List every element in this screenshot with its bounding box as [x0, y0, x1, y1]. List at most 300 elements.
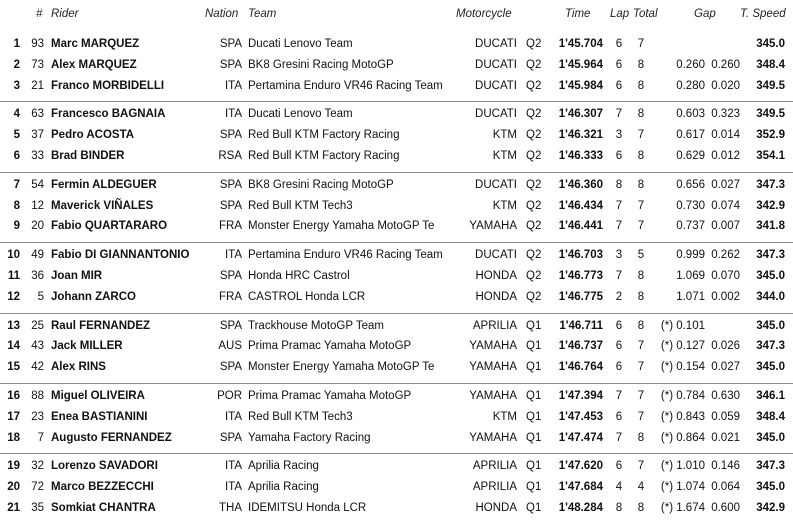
- cell-pos: 20: [7, 481, 20, 494]
- cell-speed: 348.4: [756, 410, 785, 423]
- cell-total: 8: [637, 431, 645, 444]
- cell-total: 4: [637, 481, 645, 494]
- cell-nation: FRA: [219, 220, 242, 233]
- cell-total: 8: [637, 319, 645, 332]
- cell-rider: Raul FERNANDEZ: [51, 319, 151, 332]
- cell-total: 7: [637, 390, 645, 402]
- cell-pos: 3: [13, 79, 20, 92]
- cell-speed: 345.0: [756, 481, 785, 494]
- table-row: [0, 267, 793, 288]
- header-total: Total: [633, 8, 658, 20]
- cell-pos: 9: [13, 220, 20, 233]
- cell-lap: 4: [615, 481, 623, 494]
- cell-pos: 8: [13, 199, 20, 212]
- cell-total: 8: [637, 108, 645, 121]
- cell-lap: 3: [615, 249, 623, 262]
- cell-time: 1'47.453: [558, 410, 603, 423]
- cell-time: 1'46.773: [558, 270, 603, 282]
- cell-speed: 348.4: [756, 58, 785, 71]
- cell-pos: 19: [7, 460, 20, 473]
- table-row: [0, 288, 793, 309]
- cell-pos: 15: [7, 361, 20, 374]
- cell-moto: KTM: [492, 150, 517, 162]
- cell-q: Q1: [526, 431, 542, 444]
- cell-pos: 17: [7, 410, 20, 423]
- cell-gap1: 0.999: [676, 249, 705, 262]
- table-row: [0, 387, 793, 408]
- cell-nation: FRA: [219, 290, 242, 303]
- cell-gap1: 1.071: [676, 290, 705, 303]
- cell-pos: 16: [7, 390, 20, 402]
- cell-total: 7: [637, 220, 645, 233]
- cell-pos: 1: [13, 38, 20, 50]
- cell-lap: 7: [615, 431, 623, 444]
- cell-time: 1'46.764: [558, 361, 603, 374]
- cell-gap2: 0.600: [711, 502, 740, 514]
- cell-gap1: 0.603: [676, 108, 705, 121]
- cell-gap1: 0.730: [676, 199, 705, 212]
- header-top-speed: T. Speed: [740, 8, 786, 20]
- cell-lap: 6: [615, 361, 623, 374]
- cell-team: Red Bull KTM Factory Racing: [248, 150, 400, 162]
- group-divider: [0, 383, 793, 384]
- table-row: [0, 217, 793, 238]
- cell-num: 42: [31, 361, 44, 374]
- table-row: [0, 246, 793, 267]
- cell-moto: DUCATI: [475, 249, 517, 262]
- cell-q: Q1: [526, 319, 542, 332]
- group-divider: [0, 172, 793, 173]
- cell-team: Prima Pramac Yamaha MotoGP: [248, 340, 412, 353]
- cell-gap1: (*) 0.784: [660, 390, 705, 402]
- cell-nation: SPA: [219, 431, 242, 444]
- cell-team: Prima Pramac Yamaha MotoGP: [248, 390, 412, 402]
- cell-moto: APRILIA: [472, 319, 517, 332]
- cell-lap: 7: [615, 108, 623, 121]
- cell-gap1: (*) 0.864: [660, 431, 705, 444]
- cell-gap2: 0.027: [711, 361, 740, 374]
- cell-speed: 349.5: [756, 79, 785, 92]
- cell-nation: RSA: [218, 150, 242, 162]
- cell-rider: Enea BASTIANINI: [51, 410, 148, 423]
- cell-q: Q1: [526, 481, 542, 494]
- cell-total: 7: [637, 361, 645, 374]
- cell-nation: SPA: [219, 178, 242, 191]
- cell-nation: SPA: [219, 58, 242, 71]
- cell-nation: ITA: [224, 460, 242, 473]
- header-rider: Rider: [51, 8, 79, 20]
- cell-pos: 13: [7, 319, 20, 332]
- cell-speed: 347.3: [756, 178, 785, 191]
- cell-gap2: 0.146: [711, 460, 740, 473]
- cell-speed: 344.0: [756, 290, 785, 303]
- table-row: [0, 499, 793, 520]
- cell-pos: 5: [13, 129, 20, 142]
- cell-team: Red Bull KTM Tech3: [248, 199, 353, 212]
- cell-q: Q2: [526, 79, 542, 92]
- cell-q: Q1: [526, 502, 542, 514]
- table-row: [0, 457, 793, 478]
- cell-nation: AUS: [218, 340, 242, 353]
- cell-moto: YAMAHA: [469, 220, 517, 233]
- cell-nation: SPA: [219, 319, 242, 332]
- cell-rider: Alex MARQUEZ: [51, 58, 137, 71]
- cell-speed: 347.3: [756, 340, 785, 353]
- cell-num: 33: [31, 150, 44, 162]
- cell-lap: 8: [615, 502, 623, 514]
- cell-pos: 2: [13, 58, 20, 71]
- cell-gap1: 0.280: [676, 79, 705, 92]
- cell-moto: KTM: [492, 410, 517, 423]
- cell-lap: 7: [615, 220, 623, 233]
- cell-moto: KTM: [492, 199, 517, 212]
- cell-total: 8: [637, 270, 645, 282]
- cell-gap1: (*) 0.843: [660, 410, 705, 423]
- cell-team: Monster Energy Yamaha MotoGP Te: [248, 361, 435, 374]
- cell-nation: ITA: [224, 249, 242, 262]
- table-row: [0, 147, 793, 168]
- cell-gap2: 0.074: [711, 199, 740, 212]
- cell-nation: SPA: [219, 361, 242, 374]
- cell-time: 1'45.704: [558, 38, 603, 50]
- cell-rider: Somkiat CHANTRA: [51, 502, 156, 514]
- table-row: [0, 77, 793, 98]
- cell-time: 1'46.703: [558, 249, 603, 262]
- cell-num: 63: [31, 108, 44, 121]
- header-time: Time: [565, 8, 591, 20]
- header-lap: Lap: [610, 8, 630, 20]
- cell-time: 1'45.964: [558, 58, 603, 71]
- group-divider: [0, 453, 793, 454]
- cell-time: 1'46.434: [558, 199, 603, 212]
- cell-gap2: 0.059: [711, 410, 740, 423]
- cell-rider: Marc MARQUEZ: [51, 38, 140, 50]
- cell-rider: Joan MIR: [51, 270, 103, 282]
- group-divider: [0, 101, 793, 102]
- cell-q: Q1: [526, 361, 542, 374]
- cell-gap2: 0.014: [711, 129, 740, 142]
- cell-gap1: (*) 0.154: [660, 361, 705, 374]
- cell-team: CASTROL Honda LCR: [248, 290, 366, 303]
- header-gap: Gap: [694, 8, 716, 20]
- cell-gap1: (*) 0.101: [660, 319, 705, 332]
- cell-speed: 347.3: [756, 460, 785, 473]
- cell-rider: Pedro ACOSTA: [51, 129, 135, 142]
- cell-num: 54: [31, 178, 44, 191]
- cell-num: 43: [31, 340, 44, 353]
- cell-time: 1'47.474: [558, 431, 603, 444]
- cell-nation: SPA: [219, 199, 242, 212]
- cell-lap: 7: [615, 390, 623, 402]
- cell-rider: Miguel OLIVEIRA: [51, 390, 145, 402]
- cell-gap1: (*) 1.010: [660, 460, 705, 473]
- cell-lap: 7: [615, 270, 623, 282]
- cell-gap2: 0.020: [711, 79, 740, 92]
- cell-lap: 6: [615, 460, 623, 473]
- group-divider: [0, 242, 793, 243]
- cell-team: Red Bull KTM Tech3: [248, 410, 353, 423]
- cell-total: 8: [637, 58, 645, 71]
- cell-time: 1'46.775: [558, 290, 603, 303]
- cell-lap: 7: [615, 199, 623, 212]
- cell-speed: 345.0: [756, 431, 785, 444]
- cell-rider: Fermin ALDEGUER: [51, 178, 157, 191]
- cell-q: Q1: [526, 410, 542, 423]
- cell-rider: Fabio DI GIANNANTONIO: [51, 249, 190, 262]
- cell-total: 7: [637, 340, 645, 353]
- cell-gap2: 0.260: [711, 58, 740, 71]
- cell-lap: 8: [615, 178, 623, 191]
- cell-moto: YAMAHA: [469, 390, 517, 402]
- cell-time: 1'46.321: [558, 129, 603, 142]
- cell-rider: Lorenzo SAVADORI: [51, 460, 158, 473]
- cell-lap: 2: [615, 290, 623, 303]
- cell-team: Honda HRC Castrol: [248, 270, 350, 282]
- cell-team: Pertamina Enduro VR46 Racing Team: [248, 249, 443, 262]
- cell-rider: Franco MORBIDELLI: [51, 79, 165, 92]
- cell-q: Q2: [526, 58, 542, 71]
- cell-pos: 4: [13, 108, 20, 121]
- cell-time: 1'46.307: [558, 108, 603, 121]
- cell-time: 1'45.984: [558, 79, 603, 92]
- cell-moto: DUCATI: [475, 108, 517, 121]
- cell-q: Q2: [526, 178, 542, 191]
- cell-moto: YAMAHA: [469, 361, 517, 374]
- cell-q: Q2: [526, 290, 542, 303]
- cell-gap2: 0.064: [711, 481, 740, 494]
- cell-num: 49: [31, 249, 44, 262]
- cell-num: 20: [31, 220, 44, 233]
- cell-total: 8: [637, 150, 645, 162]
- cell-team: Ducati Lenovo Team: [248, 38, 353, 50]
- cell-gap1: (*) 1.074: [660, 481, 705, 494]
- cell-num: 12: [31, 199, 44, 212]
- table-row: [0, 358, 793, 379]
- cell-gap1: 0.629: [676, 150, 705, 162]
- cell-total: 8: [637, 290, 645, 303]
- header-motorcycle: Motorcycle: [456, 8, 512, 20]
- cell-gap1: (*) 1.674: [660, 502, 705, 514]
- cell-time: 1'47.620: [558, 460, 603, 473]
- table-row: [0, 197, 793, 218]
- cell-gap2: 0.002: [711, 290, 740, 303]
- cell-pos: 10: [7, 249, 20, 262]
- cell-nation: ITA: [224, 108, 242, 121]
- cell-speed: 345.0: [756, 361, 785, 374]
- cell-speed: 346.1: [756, 390, 785, 402]
- cell-num: 36: [31, 270, 44, 282]
- cell-time: 1'46.711: [559, 319, 603, 332]
- table-row: [0, 478, 793, 499]
- cell-pos: 12: [7, 290, 20, 303]
- cell-nation: SPA: [219, 270, 242, 282]
- cell-moto: HONDA: [475, 270, 517, 282]
- cell-moto: APRILIA: [472, 481, 517, 494]
- cell-gap1: 0.737: [676, 220, 705, 233]
- cell-team: Pertamina Enduro VR46 Racing Team: [248, 79, 443, 92]
- cell-pos: 14: [7, 340, 20, 353]
- header-number: #: [36, 8, 43, 20]
- cell-gap1: 0.617: [676, 129, 705, 142]
- cell-moto: HONDA: [475, 502, 517, 514]
- cell-gap1: (*) 0.127: [660, 340, 705, 353]
- table-row: [0, 126, 793, 147]
- cell-num: 7: [37, 431, 44, 444]
- cell-team: Aprilia Racing: [248, 460, 319, 473]
- cell-speed: 345.0: [756, 270, 785, 282]
- cell-speed: 349.5: [756, 108, 785, 121]
- cell-team: Monster Energy Yamaha MotoGP Te: [248, 220, 435, 233]
- cell-total: 8: [637, 178, 645, 191]
- cell-q: Q1: [526, 460, 542, 473]
- cell-moto: DUCATI: [475, 38, 517, 50]
- cell-team: Trackhouse MotoGP Team: [248, 319, 384, 332]
- cell-lap: 6: [615, 340, 623, 353]
- table-row: [0, 35, 793, 56]
- cell-rider: Alex RINS: [51, 361, 106, 374]
- cell-total: 8: [637, 79, 645, 92]
- table-row: [0, 56, 793, 77]
- cell-num: 73: [31, 58, 44, 71]
- cell-speed: 342.9: [756, 199, 785, 212]
- cell-nation: POR: [217, 390, 242, 402]
- cell-lap: 6: [615, 58, 623, 71]
- cell-rider: Brad BINDER: [51, 150, 125, 162]
- cell-gap2: 0.007: [711, 220, 740, 233]
- cell-rider: Francesco BAGNAIA: [51, 108, 166, 121]
- cell-rider: Marco BEZZECCHI: [51, 481, 154, 494]
- cell-q: Q2: [526, 150, 542, 162]
- cell-num: 35: [31, 502, 44, 514]
- cell-nation: THA: [219, 502, 242, 514]
- cell-q: Q1: [526, 390, 542, 402]
- cell-total: 7: [637, 199, 645, 212]
- cell-num: 32: [31, 460, 44, 473]
- cell-moto: DUCATI: [475, 79, 517, 92]
- cell-q: Q2: [526, 199, 542, 212]
- cell-q: Q2: [526, 108, 542, 121]
- cell-total: 7: [637, 410, 645, 423]
- cell-q: Q2: [526, 129, 542, 142]
- cell-nation: SPA: [219, 38, 242, 50]
- cell-moto: HONDA: [475, 290, 517, 303]
- cell-time: 1'47.394: [558, 390, 603, 402]
- cell-gap2: 0.323: [711, 108, 740, 121]
- cell-rider: Fabio QUARTARARO: [51, 220, 168, 233]
- cell-q: Q1: [526, 340, 542, 353]
- cell-speed: 345.0: [756, 38, 785, 50]
- cell-gap2: 0.630: [711, 390, 740, 402]
- cell-pos: 11: [7, 270, 20, 282]
- header-team: Team: [248, 8, 277, 20]
- cell-team: Ducati Lenovo Team: [248, 108, 353, 121]
- cell-speed: 342.9: [756, 502, 785, 514]
- cell-rider: Maverick VIÑALES: [51, 199, 154, 212]
- cell-moto: APRILIA: [472, 460, 517, 473]
- cell-rider: Johann ZARCO: [51, 290, 136, 303]
- cell-q: Q2: [526, 249, 542, 262]
- cell-lap: 6: [615, 150, 623, 162]
- cell-num: 25: [31, 319, 44, 332]
- cell-time: 1'48.284: [558, 502, 603, 514]
- cell-team: Aprilia Racing: [248, 481, 319, 494]
- cell-gap2: 0.027: [711, 178, 740, 191]
- cell-q: Q2: [526, 270, 542, 282]
- cell-speed: 352.9: [756, 129, 785, 142]
- cell-speed: 354.1: [756, 150, 785, 162]
- cell-total: 7: [637, 129, 645, 142]
- cell-gap1: 1.069: [676, 270, 705, 282]
- cell-time: 1'46.333: [558, 150, 603, 162]
- cell-team: BK8 Gresini Racing MotoGP: [248, 58, 394, 71]
- cell-team: Yamaha Factory Racing: [248, 431, 371, 444]
- cell-nation: ITA: [224, 79, 242, 92]
- table-row: [0, 176, 793, 197]
- cell-q: Q2: [526, 220, 542, 233]
- cell-moto: DUCATI: [475, 178, 517, 191]
- cell-nation: ITA: [224, 410, 242, 423]
- cell-time: 1'46.441: [558, 220, 603, 233]
- cell-total: 7: [637, 38, 645, 50]
- cell-num: 93: [31, 38, 44, 50]
- cell-pos: 6: [13, 150, 20, 162]
- cell-gap2: 0.012: [711, 150, 740, 162]
- cell-num: 5: [37, 290, 44, 303]
- cell-num: 21: [31, 79, 44, 92]
- table-row: [0, 317, 793, 338]
- cell-time: 1'46.737: [558, 340, 603, 353]
- cell-time: 1'47.684: [558, 481, 603, 494]
- cell-total: 5: [637, 249, 645, 262]
- cell-num: 88: [31, 390, 44, 402]
- cell-rider: Augusto FERNANDEZ: [51, 431, 172, 444]
- cell-gap2: 0.021: [711, 431, 740, 444]
- cell-pos: 18: [7, 431, 20, 444]
- cell-gap2: 0.026: [711, 340, 740, 353]
- cell-speed: 347.3: [756, 249, 785, 262]
- cell-nation: SPA: [219, 129, 242, 142]
- cell-q: Q2: [526, 38, 542, 50]
- cell-gap1: 0.656: [676, 178, 705, 191]
- cell-num: 23: [31, 410, 44, 423]
- group-divider: [0, 313, 793, 314]
- cell-team: Red Bull KTM Factory Racing: [248, 129, 400, 142]
- cell-total: 8: [637, 502, 645, 514]
- table-row: [0, 429, 793, 450]
- cell-moto: YAMAHA: [469, 431, 517, 444]
- cell-total: 7: [637, 460, 645, 473]
- cell-lap: 6: [615, 319, 623, 332]
- cell-rider: Jack MILLER: [51, 340, 123, 353]
- cell-lap: 6: [615, 38, 623, 50]
- cell-moto: DUCATI: [475, 58, 517, 71]
- cell-lap: 3: [615, 129, 623, 142]
- table-row: [0, 337, 793, 358]
- table-header: [0, 0, 793, 30]
- cell-lap: 6: [615, 410, 623, 423]
- cell-pos: 21: [7, 502, 20, 514]
- cell-speed: 345.0: [756, 319, 785, 332]
- table-row: [0, 105, 793, 126]
- cell-num: 37: [31, 129, 44, 142]
- cell-team: IDEMITSU Honda LCR: [248, 502, 367, 514]
- cell-num: 72: [31, 481, 44, 494]
- cell-lap: 6: [615, 79, 623, 92]
- cell-gap2: 0.262: [711, 249, 740, 262]
- cell-nation: ITA: [224, 481, 242, 494]
- cell-speed: 341.8: [756, 220, 785, 233]
- header-nation: Nation: [205, 8, 239, 20]
